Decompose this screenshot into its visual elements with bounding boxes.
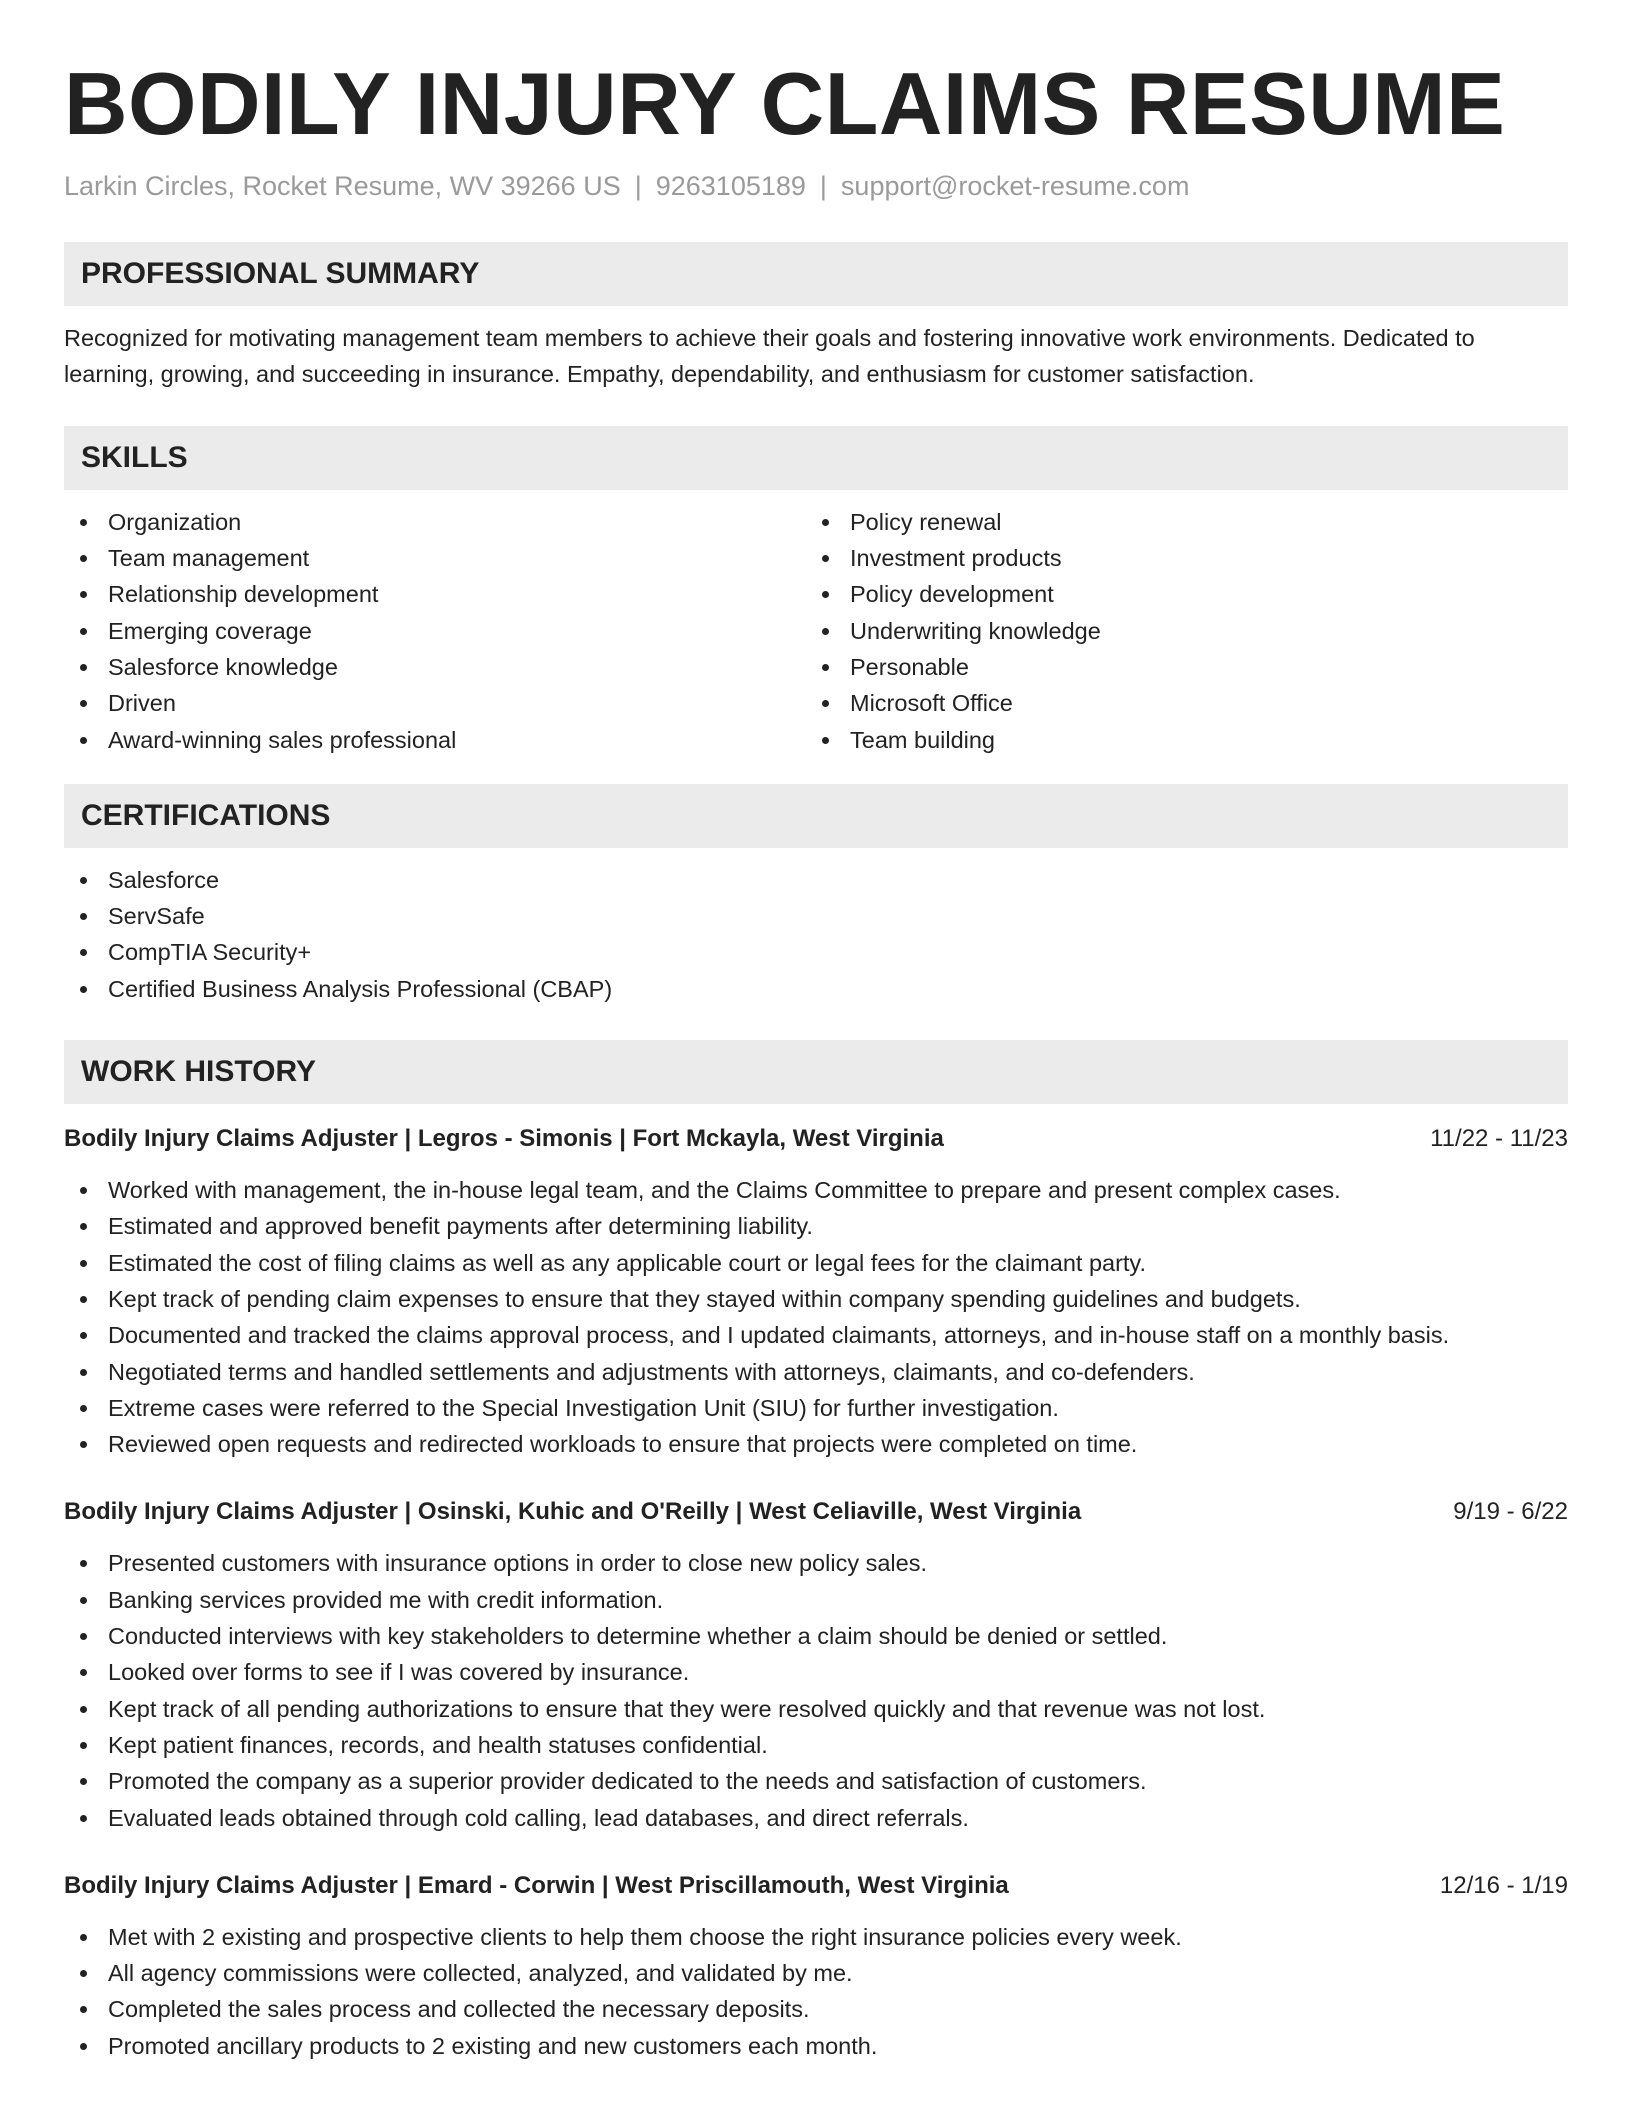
job-bullet: Met with 2 existing and prospective clients to help them choose the right insurance policies every week. [64, 1919, 1568, 1955]
skill-item: Team management [64, 540, 806, 576]
job-bullet: Extreme cases were referred to the Special Investigation Unit (SIU) for further investigation. [64, 1390, 1568, 1426]
job-bullet: Worked with management, the in-house legal team, and the Claims Committee to prepare and present complex cases. [64, 1172, 1568, 1208]
job-header [64, 1122, 1568, 1156]
job-bullet: Promoted ancillary products to 2 existing and new customers each month. [64, 2028, 1568, 2064]
certification-item: Certified Business Analysis Professional (CBAP) [64, 971, 1568, 1007]
job-bullet: Looked over forms to see if I was covered by insurance. [64, 1654, 1568, 1690]
section-header-certifications: CERTIFICATIONS [64, 784, 1568, 848]
job-heading: Bodily Injury Claims Adjuster | Emard - Corwin | West Priscillamouth, West Virginia [64, 1871, 1009, 1899]
job-heading: Bodily Injury Claims Adjuster | Legros - Simonis | Fort Mckayla, West Virginia [64, 1125, 944, 1153]
skills-list-right [806, 504, 1548, 758]
job-bullet: Banking services provided me with credit information. [64, 1582, 1568, 1618]
job-bullet: Presented customers with insurance options in order to close new policy sales. [64, 1545, 1568, 1581]
job-bullet: Reviewed open requests and redirected workloads to ensure that projects were completed on time. [64, 1426, 1568, 1462]
job-bullets [64, 1172, 1568, 1462]
contact-line [64, 171, 1568, 202]
job-bullet: Estimated and approved benefit payments after determining liability. [64, 1208, 1568, 1244]
job-bullet: Documented and tracked the claims approval process, and I updated claimants, attorneys, and in-house staff on a monthly basis. [64, 1317, 1568, 1353]
job-bullet: Kept track of pending claim expenses to ensure that they stayed within company spending guidelines and budgets. [64, 1281, 1568, 1317]
skill-item: Relationship development [64, 576, 806, 612]
job-bullets [64, 1919, 1568, 2064]
job-bullet: Kept patient finances, records, and health statuses confidential. [64, 1727, 1568, 1763]
job-entry [64, 1495, 1568, 1835]
job-heading: Bodily Injury Claims Adjuster | Osinski, Kuhic and O'Reilly | West Celiaville, West Virginia [64, 1498, 1082, 1526]
job-entry [64, 1869, 1568, 2064]
summary-text: Recognized for motivating management team members to achieve their goals and fostering innovative work environments. Dedicated to learning, growing, and succeeding in insurance. Empathy, dependability, and enthusiasm for customer satisfaction. [64, 324, 1475, 387]
contact-phone: 9263105189 [655, 170, 806, 201]
section-header-skills: SKILLS [64, 426, 1568, 490]
skill-item: Emerging coverage [64, 613, 806, 649]
job-bullet: Completed the sales process and collected the necessary deposits. [64, 1991, 1568, 2027]
skill-item: Policy renewal [806, 504, 1548, 540]
skill-item: Team building [806, 722, 1548, 758]
job-bullet: Conducted interviews with key stakeholders to determine whether a claim should be denied or settled. [64, 1618, 1568, 1654]
certification-item: Salesforce [64, 862, 1568, 898]
job-bullet: Estimated the cost of filing claims as well as any applicable court or legal fees for the claimant party. [64, 1245, 1568, 1281]
skill-item: Driven [64, 685, 806, 721]
contact-email: support@rocket-resume.com [840, 170, 1190, 201]
skill-item: Microsoft Office [806, 685, 1548, 721]
job-bullet: All agency commissions were collected, analyzed, and validated by me. [64, 1955, 1568, 1991]
contact-separator: | [819, 170, 827, 201]
job-dates: 9/19 - 6/22 [1453, 1498, 1568, 1526]
skill-item: Underwriting knowledge [806, 613, 1548, 649]
job-bullet: Evaluated leads obtained through cold calling, lead databases, and direct referrals. [64, 1800, 1568, 1836]
skill-item: Organization [64, 504, 806, 540]
contact-address: Larkin Circles, Rocket Resume, WV 39266 US [64, 170, 621, 201]
job-header [64, 1495, 1568, 1529]
skills-grid [64, 490, 1568, 758]
job-bullets [64, 1545, 1568, 1835]
section-header-summary: PROFESSIONAL SUMMARY [64, 242, 1568, 306]
job-dates: 11/22 - 11/23 [1430, 1125, 1568, 1153]
skill-item: Award-winning sales professional [64, 722, 806, 758]
resume-title: BODILY INJURY CLAIMS RESUME [64, 54, 1506, 153]
certifications-list [64, 862, 1568, 1007]
job-bullet: Kept track of all pending authorizations to ensure that they were resolved quickly and that revenue was not lost. [64, 1691, 1568, 1727]
contact-separator: | [634, 170, 642, 201]
job-bullet: Negotiated terms and handled settlements and adjustments with attorneys, claimants, and co-defenders. [64, 1354, 1568, 1390]
resume-page [64, 0, 1568, 2064]
skill-item: Personable [806, 649, 1548, 685]
job-header [64, 1869, 1568, 1903]
job-bullet: Promoted the company as a superior provider dedicated to the needs and satisfaction of customers. [64, 1763, 1568, 1799]
certification-item: ServSafe [64, 898, 1568, 934]
certification-item: CompTIA Security+ [64, 934, 1568, 970]
skill-item: Policy development [806, 576, 1548, 612]
skills-list-left [64, 504, 806, 758]
skill-item: Salesforce knowledge [64, 649, 806, 685]
skill-item: Investment products [806, 540, 1548, 576]
job-entry [64, 1122, 1568, 1462]
section-header-work-history: WORK HISTORY [64, 1040, 1568, 1104]
job-dates: 12/16 - 1/19 [1439, 1871, 1568, 1899]
